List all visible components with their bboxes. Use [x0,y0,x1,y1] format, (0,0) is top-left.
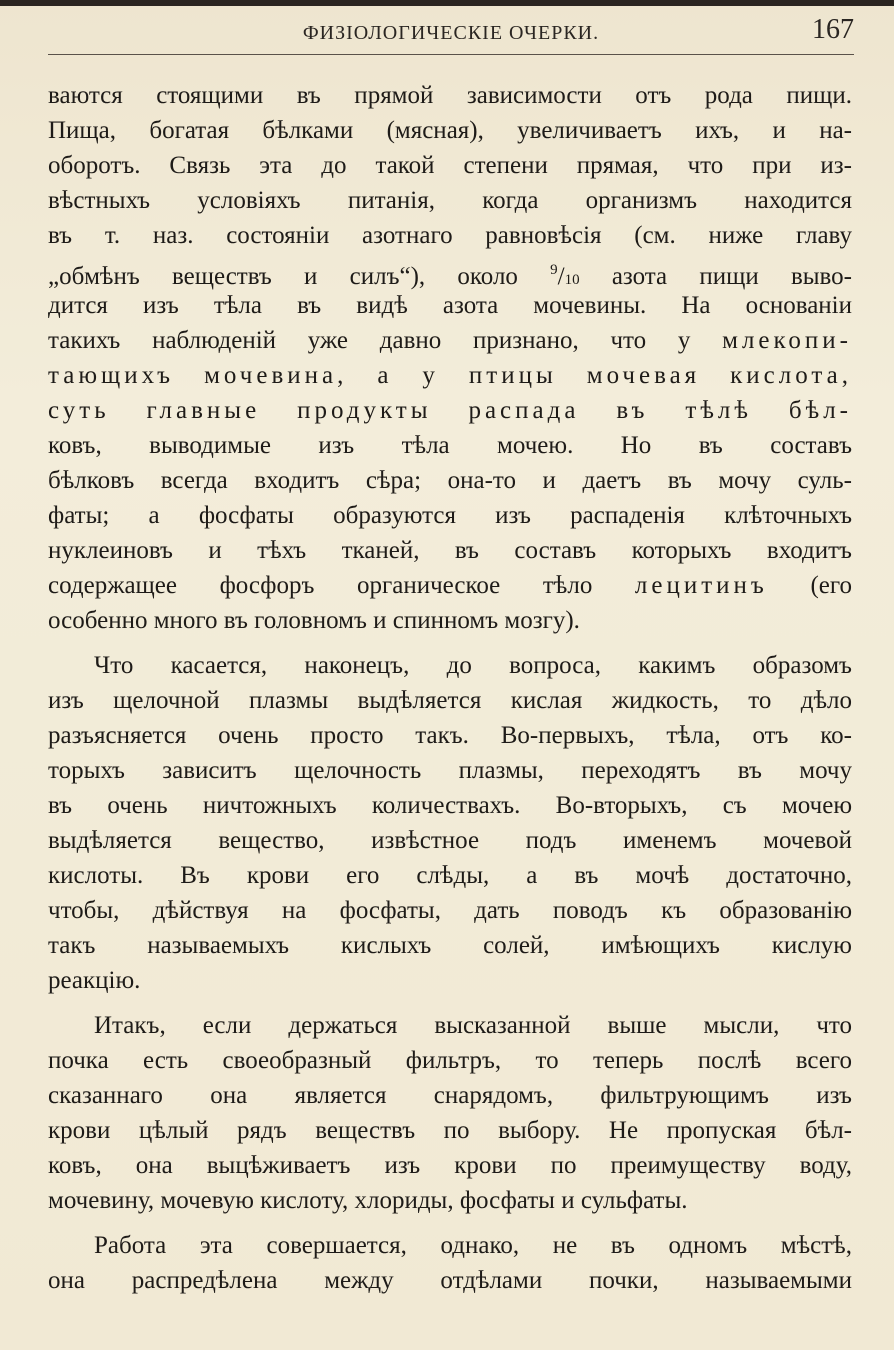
text-line: изъ щелочной плазмы выдѣляется кислая жидкость, то дѣло [48,687,852,714]
text-line: въ т. наз. состоянiи азотнаго равновѣсiя (см. ниже главу [48,222,852,249]
text-line: оборотъ. Связь эта до такой степени прямая, что при из- [48,152,852,179]
text-line: фаты; а фосфаты образуются изъ распаденiя клѣточныхъ [48,502,852,529]
top-edge-rule [0,0,894,6]
paragraph-gap [48,998,852,1008]
text-line [48,323,852,358]
fraction-numerator: 9 [550,262,558,278]
text-line: Итакъ, если держаться высказанной выше мысли, что [94,1012,852,1039]
text-line: нуклеиновъ и тѣхъ тканей, въ составъ которыхъ входитъ [48,537,852,564]
text-line: въ очень ничтожныхъ количествахъ. Во-вторыхъ, съ мочею [48,792,852,819]
text-line: выдѣляется вещество, извѣстное подъ именемъ мочевой [48,827,852,854]
paragraph-4 [48,1228,852,1298]
text-line: сказаннаго она является снарядомъ, фильтрующимъ изъ [48,1082,852,1109]
text-line: торыхъ зависитъ щелочность плазмы, переходятъ въ мочу [48,757,852,784]
paragraph-gap [48,638,852,648]
paragraph-gap [48,1218,852,1228]
text-line: дится изъ тѣла въ видѣ азота мочевины. На основанiи [48,292,852,319]
text-line: реакцiю. [48,967,141,994]
paragraph-3 [48,1008,852,1218]
text-line: особенно много въ головномъ и спинномъ мозгу). [48,607,580,634]
text-line [48,568,852,603]
text-line: крови цѣлый рядъ веществъ по выбору. Не пропуская бѣл- [48,1117,852,1144]
text-line: Работа эта совершается, однако, не въ одномъ мѣстѣ, [94,1232,852,1259]
text-line: чтобы, дѣйствуя на фосфаты, дать поводъ къ образованiю [48,897,852,924]
text-line: ковъ, она выцѣживаетъ изъ крови по преимуществу воду, [48,1152,852,1179]
header-rule [48,54,854,55]
text-fragment: такихъ наблюденiй уже давно признано, что у [48,327,691,354]
running-title: ФИЗIОЛОГИЧЕСКIЕ ОЧЕРКИ. [302,22,600,44]
text-fragment: „обмѣнъ веществъ и силъ“), около [48,263,518,290]
text-fragment: (его [810,572,852,599]
text-line: бѣлковъ всегда входитъ сѣра; она-то и даетъ въ мочу суль- [48,467,852,494]
text-line: тающихъ мочевина, а у птицы мочевая кислота, [48,362,852,389]
text-line: „обмѣнъ веществъ и силъ“), около $^9$/10 азота пищи выво- [48,262,853,290]
text-line: такъ называемыхъ кислыхъ солей, имѣющихъ кислую [48,932,852,959]
text-line: она распредѣлена между отдѣлами почки, называемыми [48,1267,852,1294]
body-text [48,78,852,1298]
text-fragment: содержащее фосфоръ органическое тѣло [48,572,593,599]
text-line: разъясняется очень просто такъ. Во-первыхъ, тѣла, отъ ко- [48,722,852,749]
fraction-denominator: 10 [564,272,580,288]
text-line: мочевину, мочевую кислоту, хлориды, фосфаты и сульфаты. [48,1187,688,1214]
text-line: суть главные продукты распада въ тѣлѣ бѣл- [48,397,852,424]
text-line: ваются стоящими въ прямой зависимости отъ рода пищи. [48,82,852,109]
text-line: Пища, богатая бѣлками (мясная), увеличиваетъ ихъ, и на- [48,117,852,144]
text-line: вѣстныхъ условiяхъ питанiя, когда организмъ находится [48,187,852,214]
text-line: почка есть своеобразный фильтръ, то теперь послѣ всего [48,1047,852,1074]
page-number: 167 [812,14,854,45]
running-header [48,10,854,50]
text-line: кислоты. Въ крови его слѣды, а въ мочѣ достаточно, [48,862,852,889]
text-fragment: азота пищи выво- [611,263,853,290]
emphasized-word: лецитинъ [634,572,768,599]
paragraph-1 [48,78,852,638]
paragraph-2 [48,648,852,998]
text-line: Что касается, наконецъ, до вопроса, какимъ образомъ [94,652,852,679]
emphasized-word: млекопи- [722,327,852,354]
text-line: ковъ, выводимые изъ тѣла мочею. Но въ составъ [48,432,852,459]
